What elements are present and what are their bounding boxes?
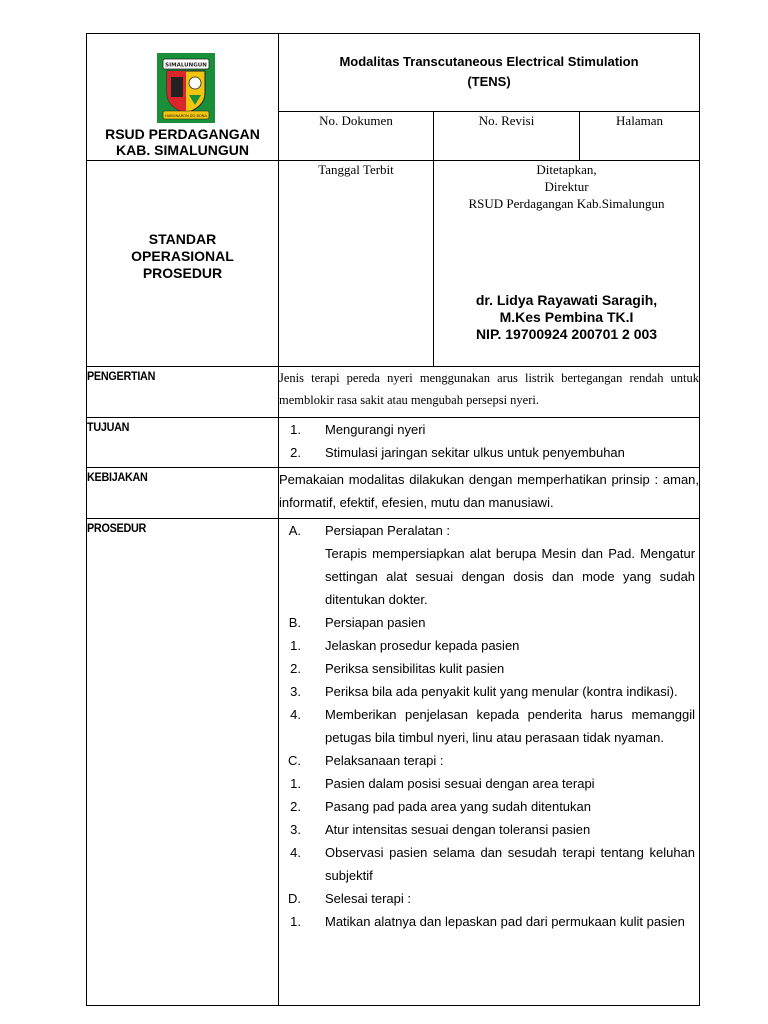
list-item	[279, 634, 699, 657]
hospital-name-line1: RSUD PERDAGANGAN	[105, 126, 260, 142]
sop-label-line1: STANDAR	[148, 231, 217, 247]
step-title: Selesai terapi :	[325, 891, 411, 906]
rsud-label: RSUD Perdagangan Kab.Simalungun	[468, 196, 665, 211]
list-text: Stimulasi jaringan sekitar ulkus untuk penyembuhan	[325, 445, 625, 460]
hospital-name	[87, 126, 278, 158]
list-number: 1.	[290, 776, 301, 791]
signer-title: M.Kes Pembina TK.I	[499, 309, 634, 325]
pengertian-label: PENGERTIAN	[87, 369, 156, 383]
list-text: Periksa sensibilitas kulit pasien	[325, 661, 505, 676]
list-text: Periksa bila ada penyakit kulit yang menular (kontra indikasi).	[325, 684, 678, 699]
list-text: Pasien dalam posisi sesuai dengan area terapi	[325, 776, 595, 791]
list-item	[279, 680, 699, 703]
kebijakan-label: KEBIJAKAN	[87, 470, 148, 484]
step-letter: A.	[288, 523, 301, 538]
no-dokumen-label: No. Dokumen	[319, 113, 393, 128]
logo-ribbon-bottom: HABONARON DO BONA	[165, 114, 207, 118]
list-number: 4.	[290, 707, 301, 722]
list-number: 1.	[290, 638, 301, 653]
list-item	[279, 818, 699, 841]
no-dokumen-cell	[279, 112, 434, 161]
list-item	[279, 795, 699, 818]
pengertian-text: Jenis terapi pereda nyeri menggunakan arus listrik bertegangan rendah untuk memblokir rasa sakit atau mengubah persepsi nyeri.	[279, 371, 700, 407]
prosedur-step-a-text: Terapis mempersiapkan alat berupa Mesin dan Pad. Mengatur settingan alat sesuai dengan dosis dan mode yang sudah ditentukan dokter.	[325, 546, 696, 607]
prosedur-step-b	[279, 611, 699, 634]
prosedur-step-d	[279, 887, 699, 910]
signer-name: dr. Lidya Rayawati Saragih,	[475, 292, 658, 308]
list-text: Observasi pasien selama dan sesudah terapi tentang keluhan subjektif	[325, 845, 696, 883]
list-number: 1.	[290, 914, 301, 929]
list-item	[279, 841, 699, 887]
pengertian-content-cell	[279, 367, 700, 418]
no-revisi-label: No. Revisi	[478, 113, 535, 128]
prosedur-content-cell	[279, 519, 700, 1006]
hospital-logo	[157, 53, 215, 123]
tanggal-terbit-label: Tanggal Terbit	[318, 162, 394, 177]
document-title-cell	[279, 34, 700, 112]
list-text: Atur intensitas sesuai dengan toleransi pasien	[325, 822, 591, 837]
no-revisi-cell	[434, 112, 580, 161]
kebijakan-text: Pemakaian modalitas dilakukan dengan memperhatikan prinsip : aman, informatif, efektif, efesien, mutu dan manusiawi.	[279, 472, 700, 510]
logo-ribbon-top: SIMALUNGUN	[165, 62, 207, 69]
prosedur-label: PROSEDUR	[87, 521, 147, 535]
sop-label-cell	[87, 161, 279, 367]
sop-label	[87, 231, 278, 282]
list-item	[279, 910, 699, 933]
document-title-line1: Modalitas Transcutaneous Electrical Stimulation	[339, 54, 639, 69]
step-title: Persiapan Peralatan :	[325, 523, 451, 538]
tujuan-content-cell	[279, 418, 700, 468]
prosedur-step-c	[279, 749, 699, 772]
step-title: Pelaksanaan terapi :	[325, 753, 444, 768]
list-item	[279, 772, 699, 795]
pengertian-label-cell	[87, 367, 279, 418]
ditetapkan-block	[434, 161, 699, 212]
ditetapkan-label: Ditetapkan,	[536, 162, 597, 177]
kebijakan-label-cell	[87, 468, 279, 519]
list-number: 2.	[290, 661, 301, 676]
list-text: Mengurangi nyeri	[325, 422, 426, 437]
list-number: 2.	[290, 799, 301, 814]
step-letter: B.	[288, 615, 301, 630]
list-number: 2.	[290, 445, 301, 460]
list-number: 4.	[290, 845, 301, 860]
list-text: Pasang pad pada area yang sudah ditentukan	[325, 799, 591, 814]
list-number: 3.	[290, 822, 301, 837]
document-title-line2: (TENS)	[467, 74, 511, 89]
direktur-label: Direktur	[544, 179, 589, 194]
sop-label-line3: PROSEDUR	[142, 265, 223, 281]
step-letter: C.	[288, 753, 301, 768]
list-text: Matikan alatnya dan lepaskan pad dari permukaan kulit pasien	[325, 914, 685, 929]
prosedur-step-a	[279, 519, 699, 542]
list-item	[279, 703, 699, 749]
hospital-name-line2: KAB. SIMALUNGUN	[116, 142, 249, 158]
list-text: Memberikan penjelasan kepada penderita harus memanggil petugas bila timbul nyeri, linu atau perasaan tidak nyaman.	[325, 707, 696, 745]
list-item	[279, 657, 699, 680]
signer-block	[434, 292, 699, 343]
list-item	[279, 441, 699, 464]
prosedur-label-cell	[87, 519, 279, 1006]
step-letter: D.	[288, 891, 301, 906]
list-item	[279, 418, 699, 441]
list-text: Jelaskan prosedur kepada pasien	[325, 638, 520, 653]
halaman-label: Halaman	[616, 113, 663, 128]
kebijakan-content-cell	[279, 468, 700, 519]
list-number: 1.	[290, 422, 301, 437]
step-title: Persiapan pasien	[325, 615, 426, 630]
tujuan-label-cell	[87, 418, 279, 468]
list-number: 3.	[290, 684, 301, 699]
tanggal-terbit-cell	[279, 161, 434, 367]
tujuan-list	[279, 418, 699, 464]
signer-nip: NIP. 19700924 200701 2 003	[475, 326, 658, 342]
ditetapkan-cell	[434, 161, 700, 367]
hospital-header-cell	[87, 34, 279, 161]
sop-table	[86, 33, 700, 1006]
halaman-cell	[580, 112, 700, 161]
sop-label-line2: OPERASIONAL	[131, 248, 234, 264]
tujuan-label: TUJUAN	[87, 420, 130, 434]
